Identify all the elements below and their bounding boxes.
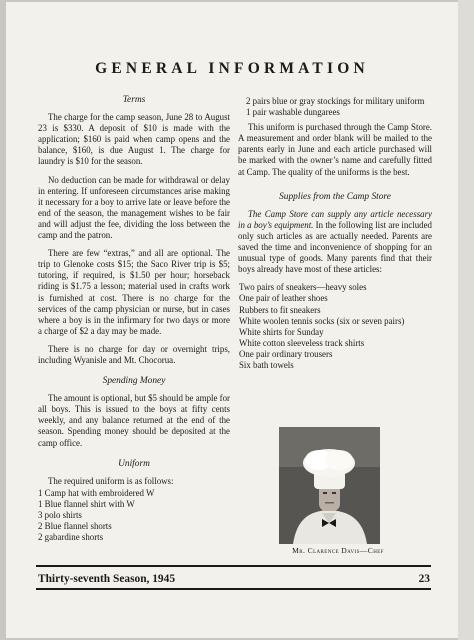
uniform-list-continued: [238, 96, 432, 118]
list-item: White shirts for Sunday: [239, 326, 324, 337]
terms-paragraph: No deduction can be made for withdrawal or delay in entering. If unforeseen circumstances arise making it necessary for a boy to arrive late or leave before the end of the season, the management wishes to be fair and will adjust the fee, dividing the loss between the camp and the patron.: [38, 174, 230, 241]
list-item: White cotton sleeveless track shirts: [239, 337, 365, 348]
terms-paragraph: The charge for the camp season, June 28 to August 23 is $330. A deposit of $10 is made with the application; $160 is paid when camp opens and the balance, $160, is due August 1. The charge for laundry is $10 for the season.: [38, 112, 230, 167]
uniform-intro: The required uniform is as follows:: [48, 475, 174, 486]
uniform-paragraph: This uniform is purchased through the Camp Store. A measurement and order blank will be mailed to the parents early in June and each article purchased will be marked with the owner’s name and carefully fitted at Camp. The quality of the uniforms is the best.: [238, 122, 432, 177]
terms-paragraph: There are few “extras,” and all are optional. The trip to Glenoke costs $15; the Saco River trip is $5; tutoring, if required, is $1.50 per hour; horseback riding is $1.75 a lesson; material used in crafts work is furnished at cost. There is no charge for the services of the camp physician or nurse, but in cases where a boy is in the infirmary for two days or more a charge of $2 a day may be made.: [38, 248, 230, 336]
list-item: Rubbers to fit sneakers: [239, 304, 321, 315]
list-item: 2 pairs blue or gray stockings for military uniform: [246, 96, 425, 106]
terms-paragraph: There is no charge for day or overnight trips, including Wyanisle and Mt. Chocorua.: [38, 343, 230, 365]
list-item: 1 pair washable dungarees: [246, 107, 340, 118]
supplies-intro-rest: In the following list are included only such articles as are actually needed. Parents are saved the time and inconvenience of shopping for an unusual type of goods. Many parents find that their boys already have most of these articles:: [238, 219, 432, 275]
chef-photo: [279, 427, 380, 544]
page-edge: [458, 0, 474, 640]
list-item: 2 gabardine shorts: [38, 532, 104, 543]
list-item: 3 polo shirts: [38, 510, 82, 520]
spending-money-paragraph: The amount is optional, but $5 should be ample for all boys. This is issued to the boys at fifty cents weekly, and any balance returned at the end of the season. Spending money should be deposited at the camp office.: [38, 393, 230, 448]
page-number: 23: [418, 573, 430, 585]
uniform-list: [38, 488, 230, 543]
footer-season: Thirty-seventh Season, 1945: [38, 573, 176, 585]
supplies-intro-italic: The Camp Store can supply any article necessary in a boy’s equipment.: [238, 208, 432, 230]
supplies-intro: [238, 209, 432, 276]
list-item: Six bath towels: [239, 359, 294, 370]
supplies-list: [229, 282, 432, 371]
list-item: White woolen tennis socks (six or seven pairs): [239, 315, 405, 326]
list-item: One pair ordinary trousers: [239, 348, 333, 359]
photo-caption: Mr. Clarence Davis—Chef: [292, 546, 384, 555]
page-title: GENERAL INFORMATION: [95, 60, 369, 77]
list-item: Two pairs of sneakers—heavy soles: [239, 282, 367, 293]
footer-rule: [36, 565, 431, 567]
chef-portrait-image: [279, 427, 380, 544]
supplies-heading: Supplies from the Camp Store: [279, 191, 391, 202]
list-item: 2 Blue flannel shorts: [38, 521, 112, 532]
spending-money-heading: Spending Money: [102, 376, 166, 387]
list-item: One pair of leather shoes: [239, 293, 328, 304]
uniform-heading: Uniform: [118, 458, 150, 469]
list-item: 1 Blue flannel shirt with W: [38, 498, 135, 509]
left-column: [38, 95, 230, 549]
document-page: [6, 2, 458, 638]
list-item: 1 Camp hat with embroidered W: [38, 487, 155, 498]
right-column: [238, 96, 432, 377]
terms-heading: Terms: [122, 95, 146, 105]
footer-rule-bottom: [36, 588, 431, 590]
